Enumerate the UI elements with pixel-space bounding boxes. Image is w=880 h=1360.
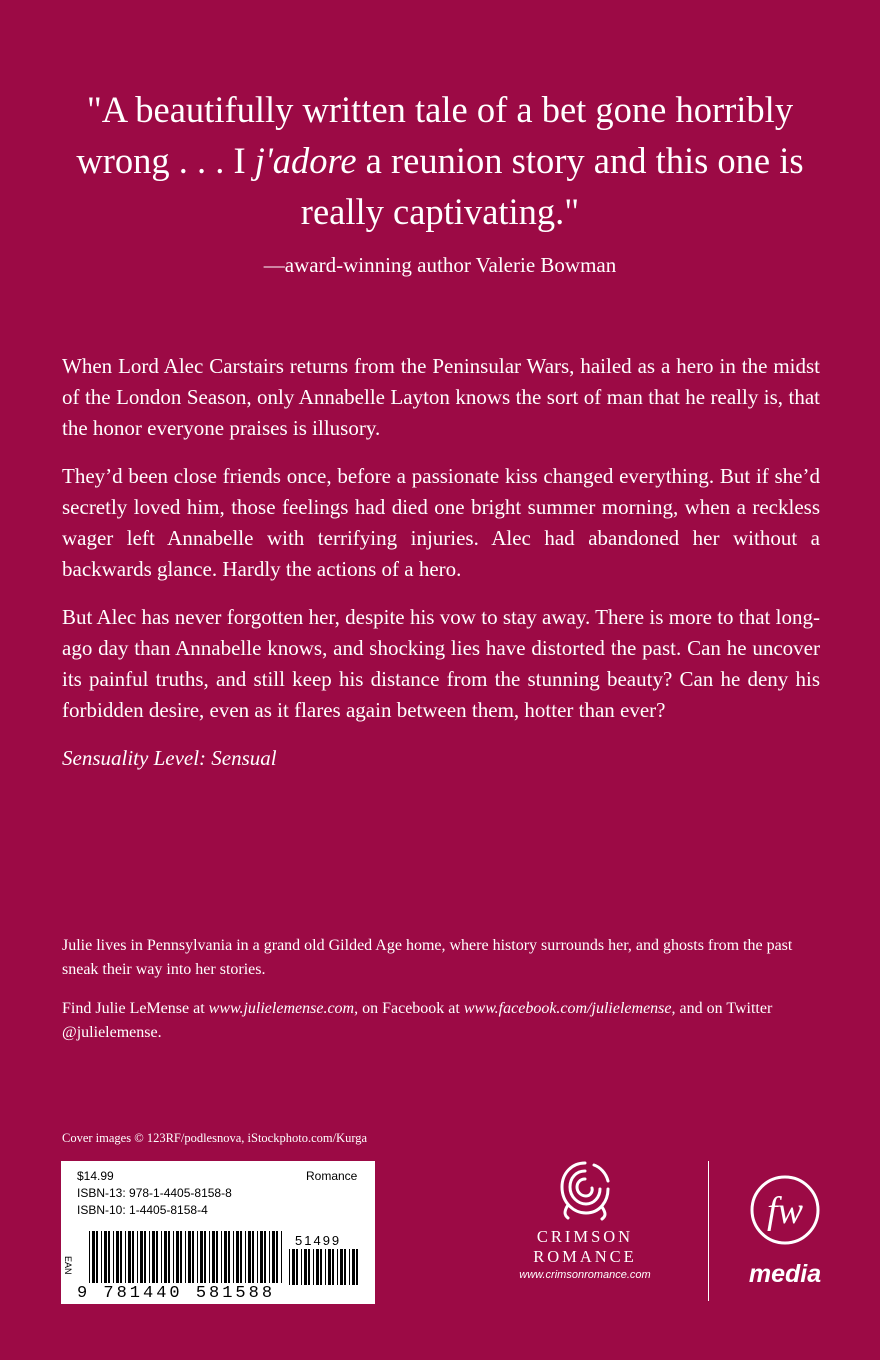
barcode-bar (113, 1231, 114, 1283)
barcode-bar (228, 1231, 230, 1283)
barcode-bar (264, 1231, 266, 1283)
barcode-bar (320, 1249, 322, 1285)
barcode-bar (188, 1231, 191, 1283)
barcode-bar (260, 1231, 263, 1283)
barcode-bar (197, 1231, 198, 1283)
barcode-bar (272, 1231, 275, 1283)
fw-letters: fw (767, 1190, 803, 1232)
barcode-bar (269, 1231, 270, 1283)
barcode-bar (204, 1231, 206, 1283)
ean-barcode (89, 1231, 285, 1283)
barcode-bar (252, 1231, 254, 1283)
barcode-bar (248, 1231, 251, 1283)
barcode-bar (120, 1231, 122, 1283)
quote-text-1: "A beautifully written tale of a bet gone horribly wrong . . . I (76, 89, 794, 181)
publisher-url: www.crimsonromance.com (519, 1269, 651, 1281)
barcode-bar (257, 1231, 258, 1283)
barcode-bar (116, 1231, 119, 1283)
barcode-bar (233, 1231, 234, 1283)
addon-barcode (289, 1249, 361, 1285)
isbn10-label: ISBN-10: 1-4405-8158-4 (77, 1203, 208, 1217)
ean-label: EAN (63, 1256, 73, 1275)
sensuality-level: Sensuality Level: Sensual (62, 746, 277, 770)
barcode-bar (185, 1231, 186, 1283)
barcode-bar (292, 1249, 295, 1285)
blurb-paragraph-3: But Alec has never forgotten her, despite his vow to stay away. There is more to that long-ago day than Annabelle knows, and shocking lies have distorted the past. Can he uncover its painful truths, and still keep his distance from the stunning beauty? Can he deny his forbidden desire, even as it flares again between them, hotter than ever? (62, 605, 820, 722)
quote-italic-word: j'adore (254, 140, 357, 181)
barcode-bar (137, 1231, 138, 1283)
barcode-bar (209, 1231, 210, 1283)
price-label: $14.99 (77, 1169, 114, 1183)
links-text-1: Find Julie LeMense at (62, 1000, 209, 1017)
fw-media-logo (740, 1170, 830, 1289)
bio-paragraph: Julie lives in Pennsylvania in a grand old Gilded Age home, where history surrounds her, and ghosts from the past sneak their way into her stories. (62, 937, 793, 978)
fw-media-text: media (748, 1260, 822, 1288)
barcode-bar (168, 1231, 170, 1283)
barcode-bar (356, 1249, 358, 1285)
quote-attribution: —award-winning author Valerie Bowman (263, 253, 617, 277)
book-blurb (62, 351, 820, 791)
barcode-bar (176, 1231, 179, 1283)
blurb-paragraph-1: When Lord Alec Carstairs returns from the Peninsular Wars, hailed as a hero in the midst of the London Season, only Annabelle Layton knows the sort of man that he really is, that the honor everyone praises is illusory. (62, 354, 820, 440)
barcode-bar (173, 1231, 174, 1283)
barcode-bar (125, 1231, 126, 1283)
barcode-bar (316, 1249, 319, 1285)
barcode-bar (96, 1231, 98, 1283)
barcode-bar (212, 1231, 215, 1283)
barcode-bar (313, 1249, 314, 1285)
author-bio (62, 934, 820, 1060)
barcode-bar (161, 1231, 162, 1283)
author-links (62, 997, 820, 1045)
quote-text-2: a reunion story and this one is really captivating." (300, 140, 804, 232)
barcode-bar (245, 1231, 246, 1283)
crimson-romance-logo (500, 1157, 670, 1281)
barcode-bar (104, 1231, 107, 1283)
review-quote (60, 84, 820, 237)
barcode-bar (308, 1249, 310, 1285)
barcode-bar (140, 1231, 143, 1283)
rose-icon (554, 1157, 616, 1221)
publisher-name-line1: CRIMSON (536, 1227, 634, 1246)
barcode-bar (101, 1231, 102, 1283)
barcode-bar (224, 1231, 227, 1283)
genre-label: Romance (306, 1169, 358, 1183)
barcode-bar (128, 1231, 131, 1283)
barcode-bar (281, 1231, 282, 1283)
ean-digits: 9 781440 581588 (77, 1284, 276, 1303)
facebook-link: www.facebook.com/julielemense (463, 1000, 672, 1017)
cover-credits: Cover images © 123RF/podlesnova, iStockphoto.com/Kurga (62, 1131, 368, 1145)
barcode-bar (337, 1249, 338, 1285)
barcode-bar (144, 1231, 146, 1283)
logo-divider (708, 1161, 709, 1301)
links-text-3: , and on Twitter @julielemense. (62, 1000, 773, 1041)
barcode-bar (344, 1249, 346, 1285)
barcode-bar (200, 1231, 203, 1283)
blurb-paragraph-2: They’d been close friends once, before a passionate kiss changed everything. But if she’d secretly loved him, those feelings had died one bright summer morning, when a reckless wager left Annabelle with terrifying injuries. Alec had abandoned her without a backwards glance. Hardly the actions of a hero. (62, 464, 820, 581)
isbn13-label: ISBN-13: 978-1-4405-8158-8 (77, 1186, 232, 1200)
barcode-bar (221, 1231, 222, 1283)
barcode-bar (152, 1231, 155, 1283)
publisher-name-line2: ROMANCE (533, 1247, 637, 1266)
barcode-bar (149, 1231, 150, 1283)
barcode-bar (349, 1249, 350, 1285)
barcode-bar (276, 1231, 278, 1283)
barcode-bar (340, 1249, 343, 1285)
barcode-panel (61, 1161, 375, 1304)
barcode-bar (180, 1231, 182, 1283)
barcode-bar (301, 1249, 302, 1285)
fw-badge-icon (747, 1170, 823, 1260)
barcode-bar (296, 1249, 298, 1285)
barcode-bar (240, 1231, 242, 1283)
barcode-bar (108, 1231, 110, 1283)
barcode-bar (304, 1249, 307, 1285)
barcode-bar (289, 1249, 290, 1285)
barcode-bar (352, 1249, 355, 1285)
barcode-bar (164, 1231, 167, 1283)
barcode-bar (236, 1231, 239, 1283)
website-link: www.julielemense.com (208, 1000, 355, 1017)
barcode-bar (328, 1249, 331, 1285)
barcode-bar (89, 1231, 90, 1283)
barcode-bar (192, 1231, 194, 1283)
barcode-bar (132, 1231, 134, 1283)
links-text-2: , on Facebook at (354, 1000, 464, 1017)
barcode-bar (325, 1249, 326, 1285)
barcode-bar (92, 1231, 95, 1283)
barcode-bar (332, 1249, 334, 1285)
addon-digits: 51499 (295, 1233, 342, 1248)
barcode-bar (216, 1231, 218, 1283)
barcode-bar (156, 1231, 158, 1283)
